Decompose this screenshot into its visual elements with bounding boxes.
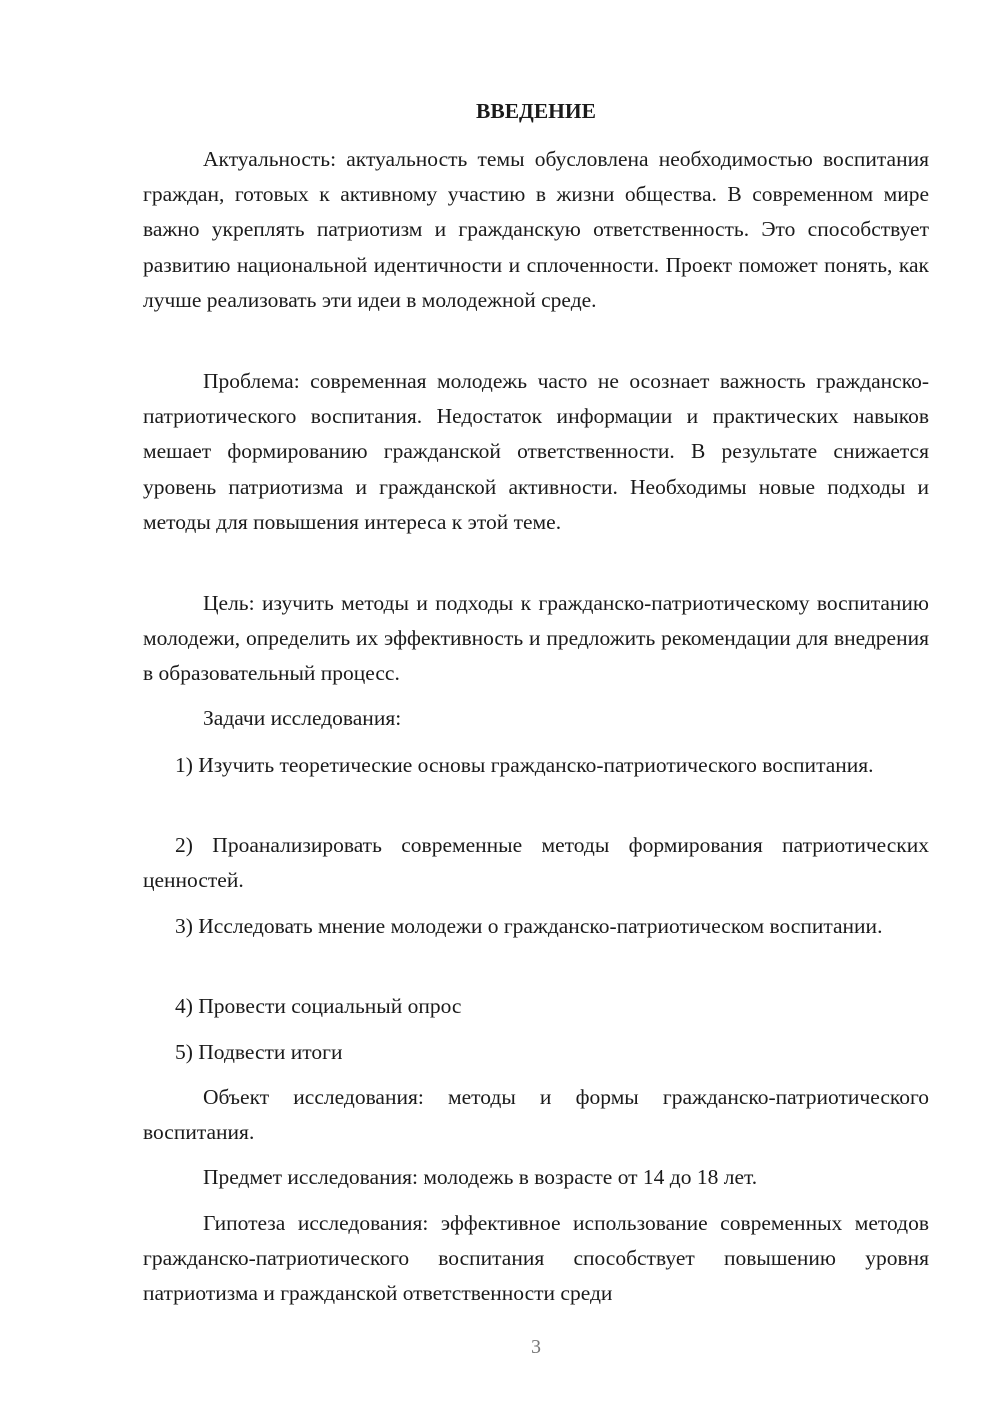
paragraph-object: Объект исследования: методы и формы гражданско-патриотического воспитания. xyxy=(143,1085,929,1145)
paragraph-problem: Проблема: современная молодежь часто не осознает важность гражданско-патриотического воспитания. Недостаток информации и практических навыков мешает формированию гражданской ответственности. В результате снижается уровень патриотизма и гражданской активности. Необходимы новые подходы и методы для повышения интереса к этой теме. xyxy=(143,369,929,534)
list-item-task-2: 2) Проанализировать современные методы формирования патриотических ценностей. xyxy=(143,833,929,893)
paragraph-subject: Предмет исследования: молодежь в возрасте от 14 до 18 лет. xyxy=(203,1165,758,1189)
page-number: 3 xyxy=(531,1336,541,1358)
paragraph-hypothesis: Гипотеза исследования: эффективное использование современных методов гражданско-патриотического воспитания способствует повышению уровня патриотизма и гражданской ответственности среди xyxy=(143,1211,929,1306)
list-item-task-3: 3) Исследовать мнение молодежи о гражданско-патриотическом воспитании. xyxy=(175,914,883,938)
list-item-task-1: 1) Изучить теоретические основы гражданско-патриотического воспитания. xyxy=(175,753,874,777)
list-item-task-5: 5) Подвести итоги xyxy=(175,1040,343,1064)
paragraph-tasks-heading: Задачи исследования: xyxy=(203,706,402,730)
page-title: ВВЕДЕНИЕ xyxy=(476,99,596,123)
paragraph-relevance: Актуальность: актуальность темы обусловлена необходимостью воспитания граждан, готовых к активному участию в жизни общества. В современном мире важно укреплять патриотизм и гражданскую ответственность. Это способствует развитию национальной идентичности и сплоченности. Проект поможет понять, как лучше реализовать эти идеи в молодежной среде. xyxy=(143,147,929,312)
paragraph-goal: Цель: изучить методы и подходы к гражданско-патриотическому воспитанию молодежи, определить их эффективность и предложить рекомендации для внедрения в образовательный процесс. xyxy=(143,591,929,686)
list-item-task-4: 4) Провести социальный опрос xyxy=(175,994,462,1018)
